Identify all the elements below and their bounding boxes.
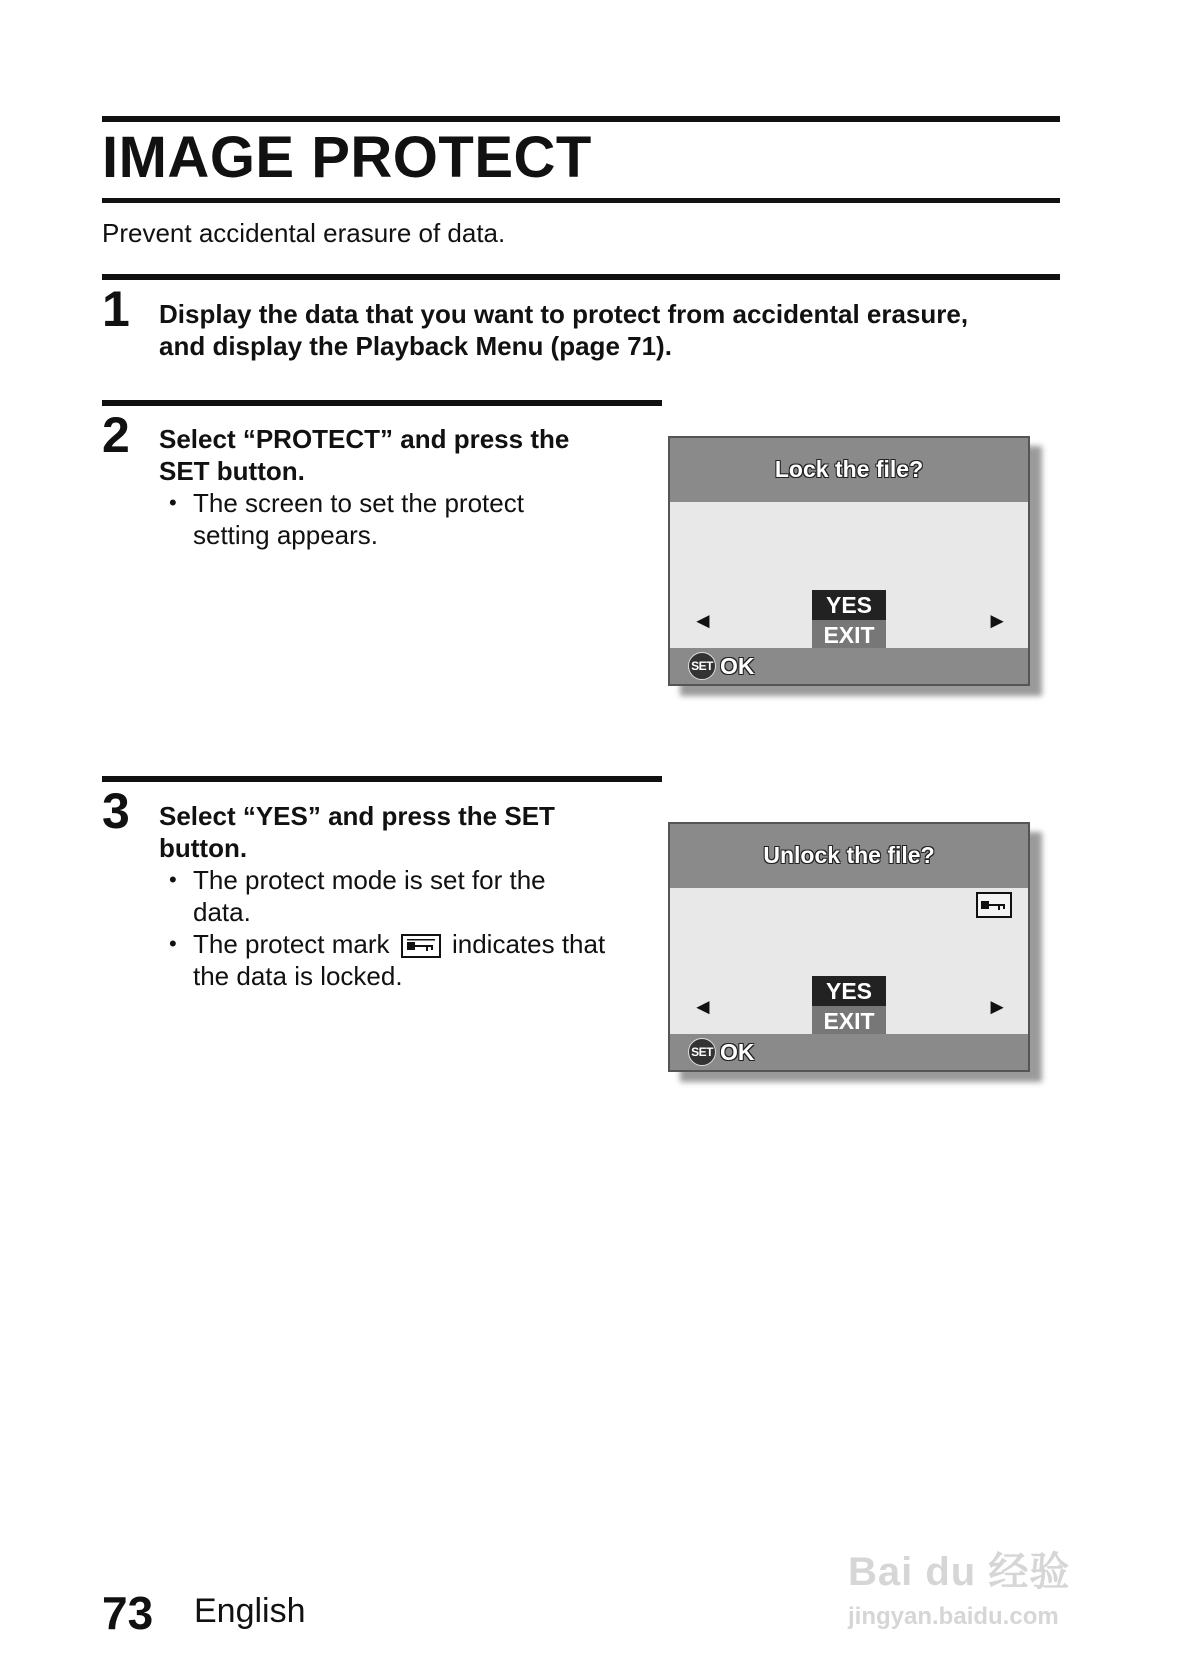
step-3-heading-line-1: Select “YES” and press the SET xyxy=(159,801,555,831)
step-3-bullet-2 xyxy=(159,928,659,992)
left-arrow-icon: ◄ xyxy=(692,608,714,633)
step-2-heading-line-2: SET button. xyxy=(159,456,305,486)
step-3-content xyxy=(159,800,659,992)
page-number: 73 xyxy=(102,1587,154,1639)
page-title: IMAGE PROTECT xyxy=(102,125,592,190)
lock-icon xyxy=(976,892,1012,918)
key-protect-icon xyxy=(401,934,441,958)
step-1-heading xyxy=(159,298,1059,362)
watermark xyxy=(848,1540,1118,1650)
screen-1-bottom-bar xyxy=(670,648,1028,684)
step-2-bullet-1-line-1: The screen to set the protect xyxy=(193,488,524,518)
step-2-bullet-1-line-2: setting appears. xyxy=(193,520,379,550)
step-2-content xyxy=(159,423,639,551)
screen-1-yes-option[interactable]: YES xyxy=(812,590,886,620)
top-rule xyxy=(102,116,1060,122)
page-language: English xyxy=(194,1592,306,1630)
step-2-heading xyxy=(159,423,639,487)
screen-1-title: Lock the file? xyxy=(774,456,924,482)
watermark-brand: Bai du 经验 xyxy=(848,1550,1071,1594)
screen-2-exit-option[interactable]: EXIT xyxy=(812,1006,886,1036)
step-3-bullet-2-line-2: the data is locked. xyxy=(193,961,403,991)
step-3-bullet-2-text-a: The protect mark xyxy=(193,929,390,959)
screen-1-exit-option[interactable]: EXIT xyxy=(812,620,886,650)
screen-2-title-bar xyxy=(670,824,1028,888)
screen-1-ok-label: OK xyxy=(720,652,755,679)
step-3-bullet-1-line-2: data. xyxy=(193,897,251,927)
step-3-bullet-1-line-1: The protect mode is set for the xyxy=(193,865,546,895)
step-3-heading-line-2: button. xyxy=(159,833,248,863)
step-3-bullet-2-text-b: indicates that xyxy=(451,929,606,959)
screen-2 xyxy=(668,822,1030,1072)
screen-1-title-bar xyxy=(670,438,1028,502)
screen-2-title: Unlock the file? xyxy=(763,842,935,868)
title-rule xyxy=(102,198,1060,203)
step-2-bullet-1 xyxy=(159,487,639,551)
screen-2-set-ok xyxy=(688,1038,755,1066)
left-arrow-icon: ◄ xyxy=(692,994,714,1019)
step-2-number: 2 xyxy=(102,407,130,463)
right-arrow-icon: ► xyxy=(986,994,1008,1019)
step-2-heading-line-1: Select “PROTECT” and press the xyxy=(159,424,570,454)
step-3-rule xyxy=(102,776,662,782)
screen-1-set-ok xyxy=(688,652,755,680)
page-subtitle: Prevent accidental erasure of data. xyxy=(102,218,506,248)
step-2-bullets xyxy=(159,487,639,551)
step-3-bullets xyxy=(159,864,659,992)
right-arrow-icon: ► xyxy=(986,608,1008,633)
step-3-bullet-1 xyxy=(159,864,659,928)
set-button-icon: SET xyxy=(688,1038,716,1066)
step-1-heading-line-1: Display the data that you want to protect from accidental erasure, xyxy=(159,299,969,329)
screen-2-bottom-bar xyxy=(670,1034,1028,1070)
step-2-rule xyxy=(102,400,662,406)
watermark-url: jingyan.baidu.com xyxy=(848,1603,1059,1630)
step-3-number: 3 xyxy=(102,783,130,839)
screen-2-yes-option[interactable]: YES xyxy=(812,976,886,1006)
screen-1 xyxy=(668,436,1030,686)
screen-2-ok-label: OK xyxy=(720,1038,755,1065)
step-1-number: 1 xyxy=(102,281,130,337)
step-1-heading-line-2: and display the Playback Menu (page 71). xyxy=(159,331,672,361)
step-1-rule xyxy=(102,274,1060,280)
step-3-heading xyxy=(159,800,659,864)
set-button-icon: SET xyxy=(688,652,716,680)
